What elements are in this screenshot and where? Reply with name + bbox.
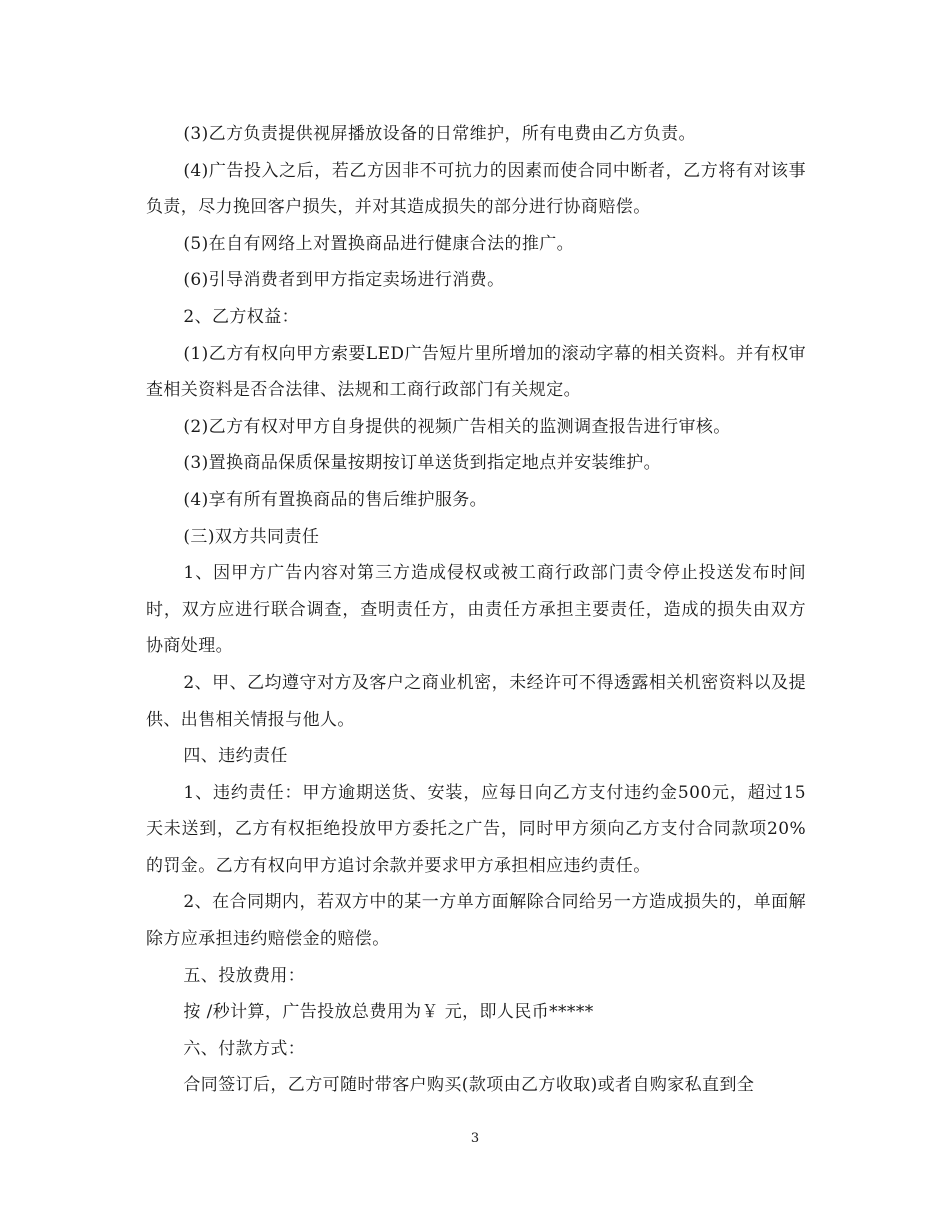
section-heading: (三)双方共同责任	[183, 526, 320, 547]
paragraph: (4)广告投入之后，若乙方因非不可抗力的因素而使合同中断者，乙方将有对该事负责，尽力挽回客户损失，并对其造成损失的部分进行协商赔偿。	[146, 160, 806, 218]
paragraph: (3)乙方负责提供视屏播放设备的日常维护，所有电费由乙方负责。	[183, 124, 696, 144]
document-body	[146, 116, 806, 1104]
paragraph: (1)乙方有权向甲方索要LED广告短片里所增加的滚动字幕的相关资料。并有权审查相关资料是否合法律、法规和工商行政部门有关规定。	[146, 343, 806, 401]
paragraph: 合同签订后，乙方可随时带客户购买(款项由乙方收取)或者自购家私直到全	[183, 1075, 755, 1096]
paragraph: 1、违约责任：甲方逾期送货、安装，应每日向乙方支付违约金500元，超过15天未送到，乙方有权拒绝投放甲方委托之广告，同时甲方须向乙方支付合同款项20%的罚金。乙方有权向甲方追讨余款并要求甲方承担相应违约责任。	[146, 782, 806, 876]
section-heading: 四、违约责任	[183, 746, 288, 767]
section-heading: 五、投放费用：	[183, 965, 306, 986]
paragraph: (2)乙方有权对甲方自身提供的视频广告相关的监测调查报告进行审核。	[183, 416, 731, 437]
paragraph: 2、在合同期内，若双方中的某一方单方面解除合同给另一方造成损失的，单面解除方应承担违约赔偿金的赔偿。	[146, 892, 806, 950]
paragraph: 按 /秒计算，广告投放总费用为￥ 元，即人民币*****	[183, 1002, 594, 1023]
section-heading: 2、乙方权益：	[183, 306, 300, 327]
section-heading: 六、付款方式：	[183, 1038, 306, 1059]
page-number: 3	[470, 1131, 480, 1146]
paragraph: (3)置换商品保质保量按期按订单送货到指定地点并安装维护。	[183, 453, 662, 474]
paragraph: 2、甲、乙均遵守对方及客户之商业机密，未经许可不得透露相关机密资料以及提供、出售相关情报与他人。	[146, 672, 806, 730]
paragraph: 1、因甲方广告内容对第三方造成侵权或被工商行政部门责令停止投送发布时间时，双方应进行联合调查，查明责任方，由责任方承担主要责任，造成的损失由双方协商处理。	[146, 563, 806, 657]
paragraph: (5)在自有网络上对置换商品进行健康合法的推广。	[183, 233, 575, 254]
paragraph: (4)享有所有置换商品的售后维护服务。	[183, 489, 488, 510]
paragraph: (6)引导消费者到甲方指定卖场进行消费。	[183, 270, 505, 291]
